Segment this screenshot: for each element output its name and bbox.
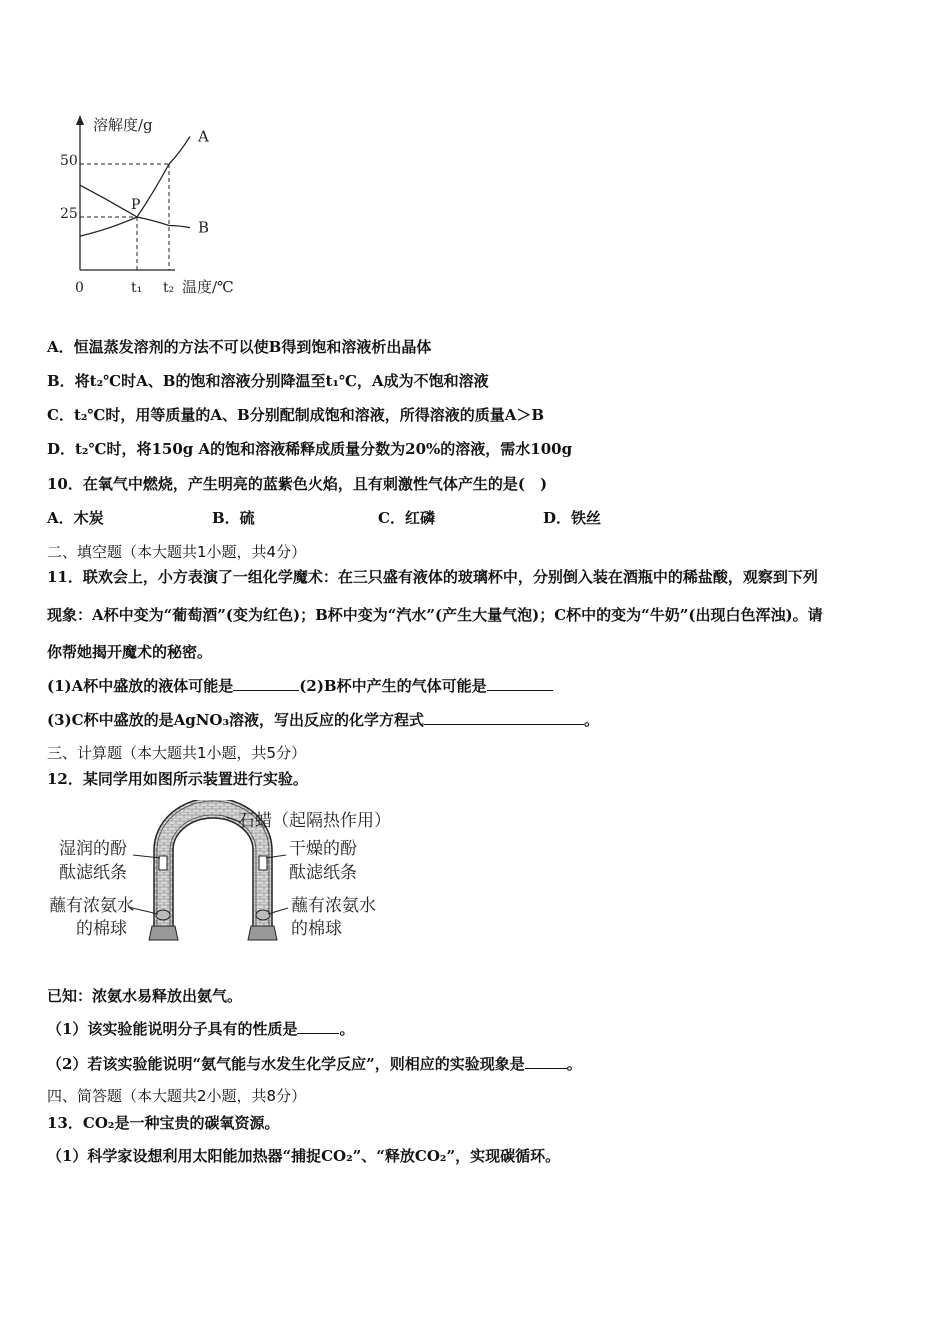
- q10-option-d: D．铁丝: [543, 509, 602, 527]
- answer-blank[interactable]: [424, 710, 584, 725]
- question-12-stem: 12．某同学用如图所示装置进行实验。: [47, 770, 308, 788]
- right-filter-paper: [259, 856, 267, 870]
- experiment-apparatus-diagram: [48, 800, 408, 950]
- section-3-heading: 三、计算题（本大题共1小题，共5分）: [47, 744, 307, 762]
- q11-part-3-end: 。: [584, 711, 600, 729]
- q10-option-b: B．硫: [212, 509, 255, 527]
- x-tick-label: t₁: [131, 280, 143, 296]
- left-ball-label-2: 的棉球: [76, 919, 127, 939]
- question-11-part-1-2: [47, 675, 553, 696]
- question-10-stem: 10．在氧气中燃烧，产生明亮的蓝紫色火焰，且有刺激性气体产生的是( ): [47, 475, 548, 493]
- section-2-heading: 二、填空题（本大题共1小题，共4分）: [47, 543, 307, 561]
- right-paper-label-2: 酞滤纸条: [289, 863, 357, 883]
- answer-blank[interactable]: [297, 1019, 339, 1034]
- curve-a: [80, 136, 190, 236]
- origin-label: 0: [75, 280, 84, 296]
- q10-option-a: A．木炭: [47, 509, 104, 527]
- answer-blank[interactable]: [233, 676, 299, 691]
- answer-blank[interactable]: [487, 676, 553, 691]
- left-paper-label-1: 湿润的酚: [59, 839, 127, 859]
- option-9d: D．t₂℃时，将150g A的饱和溶液稀释成质量分数为20%的溶液，需水100g: [47, 440, 573, 458]
- right-cotton-ball: [256, 910, 270, 920]
- left-paper-label-2: 酞滤纸条: [59, 863, 127, 883]
- q11-part-3-text: (3)C杯中盛放的是AgNO₃溶液，写出反应的化学方程式: [47, 711, 425, 729]
- x-axis-label: 温度/℃: [182, 278, 234, 296]
- section-4-heading: 四、简答题（本大题共2小题，共8分）: [47, 1087, 307, 1105]
- left-filter-paper: [159, 856, 167, 870]
- right-stopper: [248, 926, 277, 940]
- series-label-b: B: [198, 218, 210, 237]
- q12-part-1-end: 。: [339, 1020, 355, 1038]
- q12-part-1-text: （1）该实验能说明分子具有的性质是: [47, 1020, 298, 1038]
- left-stopper: [149, 926, 178, 940]
- q12-part-2-end: 。: [566, 1055, 582, 1073]
- q12-part-2-text: （2）若该实验能说明“氨气能与水发生化学反应”，则相应的实验现象是: [47, 1055, 525, 1073]
- y-tick-label: 25: [60, 206, 78, 222]
- question-11-line-1: 11．联欢会上，小方表演了一组化学魔术：在三只盛有液体的玻璃杯中，分别倒入装在酒瓶中的稀盐酸，观察到下列: [47, 568, 818, 586]
- y-axis-label: 溶解度/g: [93, 116, 153, 134]
- q10-option-c: C．红磷: [378, 509, 435, 527]
- question-13-part-1: （1）科学家设想利用太阳能加热器“捕捉CO₂”、“释放CO₂”，实现碳循环。: [47, 1147, 561, 1165]
- right-ball-label-2: 的棉球: [291, 919, 342, 939]
- right-paper-label-1: 干燥的酚: [289, 839, 357, 859]
- answer-blank[interactable]: [525, 1054, 567, 1069]
- solubility-chart: [55, 110, 255, 300]
- y-tick-label: 50: [60, 153, 78, 169]
- question-11-line-2: 现象：A杯中变为“葡萄酒”(变为红色)；B杯中变为“汽水”(产生大量气泡)；C杯中的变为“牛奶”(出现白色浑浊)。请: [47, 606, 823, 624]
- q11-part-2-text: (2)B杯中产生的气体可能是: [299, 677, 487, 695]
- intersection-label-p: P: [131, 197, 141, 213]
- paraffin-label: 石蜡（起隔热作用）: [238, 811, 391, 831]
- right-ball-label-1: 蘸有浓氨水: [291, 896, 376, 916]
- option-9b: B．将t₂℃时A、B的饱和溶液分别降温至t₁℃，A成为不饱和溶液: [47, 372, 489, 390]
- q11-part-1-text: (1)A杯中盛放的液体可能是: [47, 677, 234, 695]
- question-12-part-1: [47, 1018, 354, 1039]
- option-9c: C．t₂℃时，用等质量的A、B分别配制成饱和溶液，所得溶液的质量A＞B: [47, 406, 545, 424]
- left-ball-label-1: 蘸有浓氨水: [49, 896, 134, 916]
- series-label-a: A: [198, 127, 209, 146]
- left-cotton-ball: [156, 910, 170, 920]
- question-11-part-3: [47, 709, 599, 730]
- question-12-known: 已知：浓氨水易释放出氨气。: [47, 987, 243, 1005]
- option-9a: A．恒温蒸发溶剂的方法不可以使B得到饱和溶液析出晶体: [47, 338, 432, 356]
- x-tick-label: t₂: [163, 280, 175, 296]
- chart-axes: [76, 115, 175, 270]
- question-13-stem: 13．CO₂是一种宝贵的碳氧资源。: [47, 1114, 280, 1132]
- question-12-part-2: [47, 1053, 582, 1074]
- question-11-line-3: 你帮她揭开魔术的秘密。: [47, 643, 213, 661]
- y-axis-arrow: [76, 115, 84, 125]
